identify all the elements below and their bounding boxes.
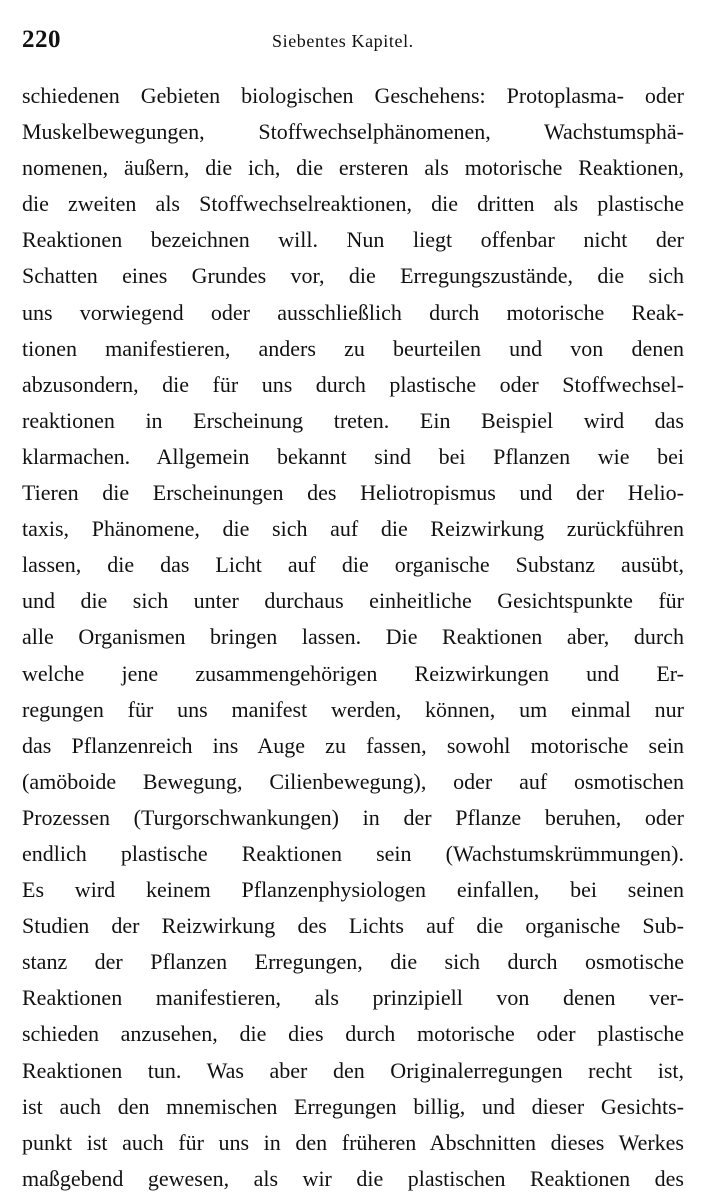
running-header xyxy=(22,26,688,60)
text-line: das Pflanzenreich ins Auge zu fassen, sowohl motorische sein xyxy=(22,732,684,758)
text-line: klarmachen. Allgemein bekannt sind bei Pflanzen wie bei xyxy=(22,443,684,469)
text-line: Es wird keinem Pflanzenphysiologen einfallen, bei seinen xyxy=(22,877,684,903)
text-line: maßgebend gewesen, als wir die plastischen Reaktionen des xyxy=(22,1165,684,1191)
text-line: Tieren die Erscheinungen des Heliotropismus und der Helio- xyxy=(22,480,684,506)
text-line: welche jene zusammengehörigen Reizwirkungen und Er- xyxy=(22,660,684,686)
text-line: und die sich unter durchaus einheitliche Gesichtspunkte für xyxy=(22,588,684,614)
text-line: Muskelbewegungen, Stoffwechselphänomenen, Wachstumsphä- xyxy=(22,119,684,145)
text-line: ist auch den mnemischen Erregungen billig, und dieser Gesichts- xyxy=(22,1093,684,1119)
text-line: nomenen, äußern, die ich, die ersteren als motorische Reaktionen, xyxy=(22,155,684,181)
chapter-title: Siebentes Kapitel. xyxy=(272,31,414,51)
text-line: alle Organismen bringen lassen. Die Reaktionen aber, durch xyxy=(22,624,684,650)
text-line: (amöboide Bewegung, Cilienbewegung), oder auf osmotischen xyxy=(22,768,684,794)
text-line: uns vorwiegend oder ausschließlich durch motorische Reak- xyxy=(22,299,684,325)
text-line: tionen manifestieren, anders zu beurteilen und von denen xyxy=(22,335,684,361)
text-line: schiedenen Gebieten biologischen Geschehens: Protoplasma- oder xyxy=(22,83,684,108)
text-line: Reaktionen manifestieren, als prinzipiell von denen ver- xyxy=(22,985,684,1011)
text-line: die zweiten als Stoffwechselreaktionen, die dritten als plastische xyxy=(22,191,684,217)
text-line: endlich plastische Reaktionen sein (Wachstumskrümmungen). xyxy=(22,840,684,866)
page-number: 220 xyxy=(22,26,61,53)
text-line: taxis, Phänomene, die sich auf die Reizwirkung zurückführen xyxy=(22,516,684,542)
text-line: schieden anzusehen, die dies durch motorische oder plastische xyxy=(22,1021,684,1047)
text-line: regungen für uns manifest werden, können, um einmal nur xyxy=(22,696,684,722)
text-line: Reaktionen tun. Was aber den Originalerregungen recht ist, xyxy=(22,1057,684,1083)
text-line: Reaktionen bezeichnen will. Nun liegt offenbar nicht der xyxy=(22,227,684,253)
text-line: lassen, die das Licht auf die organische Substanz ausübt, xyxy=(22,552,684,578)
text-line: Prozessen (Turgorschwankungen) in der Pflanze beruhen, oder xyxy=(22,804,684,830)
text-line: Schatten eines Grundes vor, die Erregungszustände, die sich xyxy=(22,263,684,289)
body-text xyxy=(22,78,684,1197)
text-line: reaktionen in Erscheinung treten. Ein Beispiel wird das xyxy=(22,407,684,433)
text-line: abzusondern, die für uns durch plastische oder Stoffwechsel- xyxy=(22,371,684,397)
text-line: Studien der Reizwirkung des Lichts auf die organische Sub- xyxy=(22,913,684,939)
text-line: stanz der Pflanzen Erregungen, die sich durch osmotische xyxy=(22,949,684,975)
text-line: punkt ist auch für uns in den früheren Abschnitten dieses Werkes xyxy=(22,1129,684,1155)
